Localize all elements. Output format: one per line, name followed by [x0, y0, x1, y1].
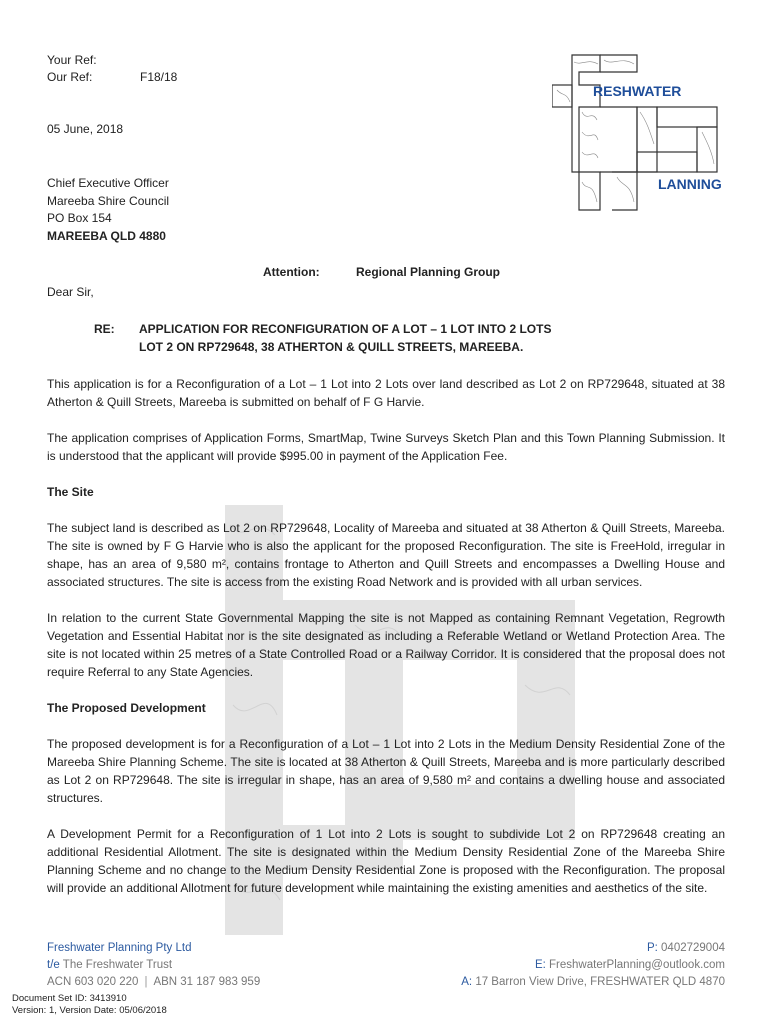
re-label: RE: [94, 322, 115, 336]
footer-email-label: E: [534, 959, 546, 971]
recipient-line: Chief Executive Officer [47, 176, 169, 190]
footer-te-label: t/e [47, 959, 60, 971]
footer-contact [461, 940, 725, 991]
subject-line-2: LOT 2 ON RP729648, 38 ATHERTON & QUILL STREETS, MAREEBA. [139, 340, 524, 354]
recipient-line: MAREEBA QLD 4880 [47, 228, 166, 243]
recipient-line: Mareeba Shire Council [47, 193, 170, 208]
letter-date: 05 June, 2018 [47, 122, 124, 136]
attention-value: Regional Planning Group [356, 265, 500, 279]
our-ref-label: Our Ref: [47, 70, 93, 84]
footer-email: FreshwaterPlanning@outlook.com [549, 959, 725, 971]
document-metadata [12, 993, 167, 1017]
your-ref-label: Your Ref: [47, 53, 97, 67]
freshwater-planning-logo [552, 52, 724, 212]
logo-text-planning: LANNING [658, 176, 722, 192]
document-set-id: Document Set ID: 3413910 [12, 993, 127, 1004]
section-heading-development: The Proposed Development [47, 701, 206, 715]
footer-phone-label: P: [646, 942, 658, 954]
footer-abn: ABN 31 187 983 959 [153, 976, 261, 988]
subject-line [94, 320, 551, 356]
footer-trust: The Freshwater Trust [62, 959, 173, 971]
reference-block [47, 52, 177, 86]
our-ref-value: F18/18 [140, 70, 178, 84]
body-paragraph: A Development Permit for a Reconfiguration of 1 Lot into 2 Lots is sought to subdivide Lot 2 on RP729648 creating an additional Residential Allotment. The site is designated within the Medium Density Residential Zone of the Mareeba Shire Planning Scheme and no change to the Medium Density Residential Zone is proposed with the Reconfiguration. The proposal will provide an additional Allotment for future development while maintaining the existing amenities and aesthetics of the site. [47, 827, 725, 895]
footer-address: 17 Barron View Drive, FRESHWATER QLD 4870 [475, 976, 725, 988]
footer-separator: | [144, 976, 148, 988]
body-paragraph: The subject land is described as Lot 2 on RP729648, Locality of Mareeba and situated at 38 Atherton & Quill Streets, Mareeba. The site is owned by F G Harvie who is also the applicant for the proposed Reconfiguration. The site is FreeHold, irregular in shape, has an area of 9,580 m², contains frontage to Atherton and Quill Streets and encompasses a Dwelling House and associated structures. The site is access from the existing Road Network and is provided with all urban services. [47, 521, 725, 589]
footer-acn: ACN 603 020 220 [47, 976, 139, 988]
recipient-line: PO Box 154 [47, 211, 112, 225]
document-version: Version: 1, Version Date: 05/06/2018 [12, 1005, 167, 1016]
subject-line-1: APPLICATION FOR RECONFIGURATION OF A LOT – 1 LOT INTO 2 LOTS [139, 322, 552, 336]
salutation: Dear Sir, [47, 285, 94, 299]
footer-phone: 0402729004 [661, 942, 725, 954]
section-heading-site: The Site [47, 485, 94, 499]
body-paragraph: This application is for a Reconfiguration of a Lot – 1 Lot into 2 Lots over land described as Lot 2 on RP729648, situated at 38 Atherton & Quill Streets, Mareeba is submitted on behalf of F G Harvie. [47, 377, 725, 409]
body-paragraph: The proposed development is for a Reconfiguration of a Lot – 1 Lot into 2 Lots in the Medium Density Residential Zone of the Mareeba Shire Planning Scheme. The site is located at 38 Atherton & Quill Streets, Mareeba and is more particularly described as Lot 2 on RP729648. The site is irregular in shape, has an area of 9,580 m² and contains a dwelling house and associated structures. [47, 737, 725, 805]
letter-body [47, 375, 725, 915]
attention-line [263, 265, 500, 279]
body-paragraph: In relation to the current State Governmental Mapping the site is not Mapped as containing Remnant Vegetation, Regrowth Vegetation and Essential Habitat nor is the site designated as including a Referable Wetland or Wetland Protection Area. The site is not located within 25 metres of a State Controlled Road or a Railway Corridor. It is considered that the proposal does not require Referral to any State Agencies. [47, 611, 725, 679]
body-paragraph: The application comprises of Application Forms, SmartMap, Twine Surveys Sketch Plan and this Town Planning Submission. It is understood that the applicant will provide $995.00 in payment of the Application Fee. [47, 431, 725, 463]
logo-text-freshwater: RESHWATER [593, 83, 682, 99]
footer-address-label: A: [461, 976, 473, 988]
attention-label: Attention: [263, 265, 320, 279]
footer-company: Freshwater Planning Pty Ltd [47, 942, 192, 954]
letter-footer [47, 940, 725, 991]
recipient-address [47, 175, 169, 245]
